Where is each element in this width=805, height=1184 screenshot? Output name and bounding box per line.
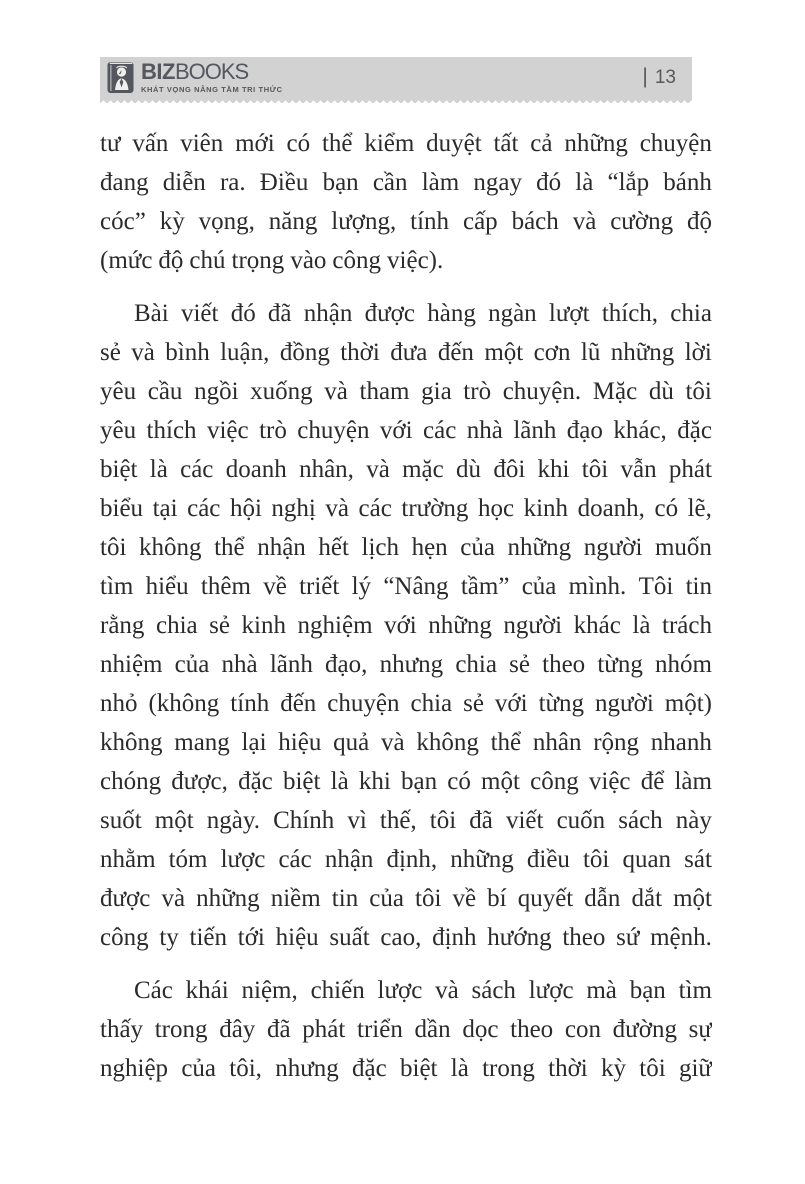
brand-biz: BIZ [141, 59, 175, 84]
paragraph [100, 294, 712, 957]
body-text [100, 124, 712, 1102]
logo-text [141, 61, 283, 94]
text-line: công ty tiến tới hiệu suất cao, định hướng theo sứ mệnh. [100, 923, 712, 951]
text-line: nghiệp của tôi, nhưng đặc biệt là trong thời kỳ tôi giữ [100, 1054, 712, 1082]
text-line: tìm hiểu thêm về triết lý “Nâng tầm” của mình. Tôi tin [100, 572, 712, 600]
page-number-separator: | [642, 64, 648, 88]
text-line: cóc” kỳ vọng, năng lượng, tính cấp bách và cường độ [100, 207, 712, 235]
text-line: yêu cầu ngồi xuống và tham gia trò chuyện. Mặc dù tôi [100, 377, 712, 405]
logo-tagline: KHÁT VỌNG NÂNG TẦM TRI THỨC [141, 85, 283, 94]
text-line: Các khái niệm, chiến lược và sách lược mà bạn tìm [134, 976, 712, 1004]
book-figure-icon [107, 61, 134, 94]
brand-name [141, 61, 283, 83]
text-line: thấy trong đây đã phát triển dần dọc theo con đường sự [100, 1015, 712, 1043]
page-number-value: 13 [654, 66, 676, 88]
text-line: không mang lại hiệu quả và không thể nhân rộng nhanh [100, 728, 712, 756]
page-header [100, 57, 692, 98]
text-line: sẻ và bình luận, đồng thời đưa đến một cơn lũ những lời [100, 338, 712, 366]
text-line: tư vấn viên mới có thể kiểm duyệt tất cả những chuyện [100, 129, 712, 157]
paragraph [100, 124, 712, 280]
text-line: Bài viết đó đã nhận được hàng ngàn lượt thích, chia [134, 299, 712, 327]
text-line: biệt là các doanh nhân, và mặc dù đôi khi tôi vẫn phát [100, 455, 712, 483]
brand-books: BOOKS [174, 59, 249, 84]
text-line: tôi không thể nhận hết lịch hẹn của những người muốn [100, 533, 712, 561]
text-line: (mức độ chú trọng vào công việc). [100, 246, 444, 274]
page-number [642, 66, 676, 90]
paragraph [100, 971, 712, 1088]
text-line: nhằm tóm lược các nhận định, những điều tôi quan sát [100, 845, 712, 873]
text-line: suốt một ngày. Chính vì thế, tôi đã viết cuốn sách này [100, 806, 712, 834]
text-line: đang diễn ra. Điều bạn cần làm ngay đó là “lắp bánh [100, 168, 712, 196]
bizbooks-logo [107, 61, 283, 94]
text-line: nhỏ (không tính đến chuyện chia sẻ với từng người một) [100, 689, 712, 717]
text-line: chóng được, đặc biệt là khi bạn có một công việc để làm [100, 767, 712, 795]
text-line: rằng chia sẻ kinh nghiệm với những người khác là trách [100, 611, 712, 639]
text-line: yêu thích việc trò chuyện với các nhà lãnh đạo khác, đặc [100, 416, 712, 444]
text-line: được và những niềm tin của tôi về bí quyết dẫn dắt một [100, 884, 712, 912]
text-line: nhiệm của nhà lãnh đạo, nhưng chia sẻ theo từng nhóm [100, 650, 712, 678]
text-line: biểu tại các hội nghị và các trường học kinh doanh, có lẽ, [100, 494, 712, 522]
